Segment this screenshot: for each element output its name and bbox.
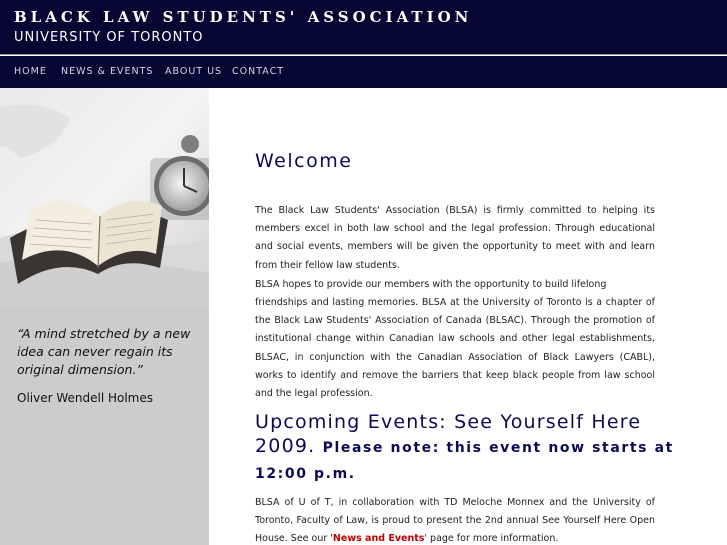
events-paragraph [255,494,655,545]
events-paragraph-text: BLSA of U of T, in collaboration with TD Meloche Monnex and the University of Toronto, Faculty of Law, is proud to present the 2nd annual See Yourself Here Open House. See our ' [255,497,655,545]
mission-paragraph: friendships and lasting memories. BLSA at the University of Toronto is a chapter of the Black Law Students' Association of Canada (BLSAC). Through the promotion of institutional change within Canadian law schools and other legal establishments, BLSAC, in conjunction with the Canadian Association of Black Lawyers (CABL), works to identify and remove the barriers that keep black people from law school and the legal profession. [255,297,655,400]
main-content [209,88,727,545]
sidebar [0,88,209,545]
site-subtitle: UNIVERSITY OF TORONTO [14,30,204,45]
nav-contact-link[interactable]: CONTACT [232,66,285,77]
news-and-events-link[interactable]: News and Events [332,533,425,545]
intro-paragraph: The Black Law Students' Association (BLSA) is firmly committed to helping its members excel in both law school and the legal profession. Through educational and social events, members will be given the opportunity to meet with and learn from their fellow law students. [255,205,655,271]
upcoming-events-heading [255,410,675,486]
main-nav [0,56,727,88]
events-time-note: Please note: this event now starts at 12:00 p.m. [255,440,674,482]
nav-home-link[interactable]: HOME [14,66,47,77]
site-title: BLACK LAW STUDENTS' ASSOCIATION [14,8,473,26]
quote-author: Oliver Wendell Holmes [17,391,154,405]
mission-paragraph-first-line: BLSA hopes to provide our members with the opportunity to build lifelong [255,279,607,290]
nav-about-us-link[interactable]: ABOUT US [165,66,223,77]
events-paragraph-tail: ' page for more information. [424,533,559,545]
welcome-heading: Welcome [255,150,353,172]
site-header [0,0,727,55]
nav-news-events-link[interactable]: NEWS & EVENTS [61,66,154,77]
sidebar-quote: “A mind stretched by a new idea can never regain its original dimension.” [17,326,191,377]
book-and-alarm-clock-photo [0,88,209,306]
events-heading-title: Upcoming Events: See Yourself Here 2009. [255,411,642,457]
